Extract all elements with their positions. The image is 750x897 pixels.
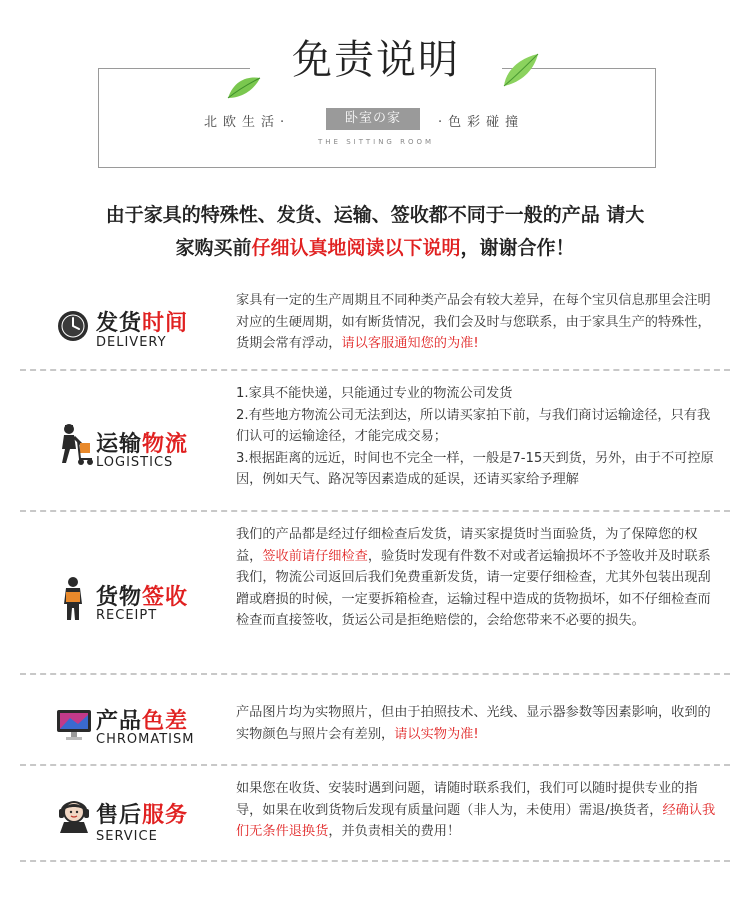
section-line-2: 2.有些地方物流公司无法到达，所以请买家拍下前，与我们商讨运输途径，只有我们认可的运输途径，才能完成交易； — [236, 407, 711, 445]
divider — [20, 510, 730, 512]
section-line-1: 1.家具不能快递，只能通过专业的物流公司发货 — [236, 386, 513, 401]
divider — [20, 673, 730, 675]
section-receipt — [40, 524, 720, 664]
section-title-main: 货物 — [96, 585, 143, 610]
section-title — [96, 306, 188, 337]
intro-line-2 — [30, 232, 720, 265]
section-body — [236, 290, 722, 355]
leaf-right-icon — [500, 52, 540, 88]
section-title-main: 运输 — [96, 432, 143, 457]
section-title — [96, 798, 188, 829]
section-title — [96, 427, 188, 458]
header-subtitle — [98, 108, 654, 130]
section-body-highlight: 请以实物为准! — [394, 726, 479, 742]
divider — [20, 369, 730, 371]
intro-line2-suffix: ，谢谢合作！ — [460, 237, 575, 259]
section-line-3: 3.根据距离的远近，时间也不完全一样，一般是7-15天到货，另外，由于不可控原因，例如天气、路况等因素造成的延误，还请买家给予理解 — [236, 450, 714, 488]
section-body-text: 产品图片均为实物照片，但由于拍照技术、光线、显示器参数等因素影响，收到的实物颜色与照片会有差别， — [236, 705, 711, 742]
section-delivery — [40, 290, 720, 360]
section-body-text-b: ，验货时发现有件数不对或者运输损坏不予签收并及时联系我们，物流公司返回后我们免费重新发货，请一定要仔细检查，尤其外包装出现刮蹭或磨损的时候，一定要拆箱检查，运输过程中造成的货物损坏，如不仔细检查而检查而直接签收，货运公司是拒绝赔偿的，会给您带来不必要的损失。 — [236, 548, 711, 629]
section-title-accent: 物流 — [142, 432, 189, 457]
section-body — [236, 702, 722, 745]
headset-agent-icon — [56, 794, 92, 834]
intro-line-1: 由于家具的特殊性、发货、运输、签收都不同于一般的产品 请大 — [105, 204, 645, 226]
section-body-suffix: ，并负责相关的费用！ — [328, 824, 461, 840]
section-service — [40, 778, 720, 848]
header-title-wrap — [250, 30, 502, 90]
divider — [20, 860, 730, 862]
section-body — [236, 524, 722, 632]
section-logistics — [40, 383, 720, 501]
intro-line2-highlight: 仔细认真地阅读以下说明 — [251, 237, 461, 259]
section-title-en: LOGISTICS — [96, 455, 174, 470]
section-title-main: 产品 — [96, 709, 143, 734]
leaf-left-icon — [226, 74, 262, 100]
intro-line2-prefix: 家购买前 — [175, 237, 252, 259]
section-title-en: DELIVERY — [96, 335, 167, 350]
section-title — [96, 704, 188, 735]
subtitle-english: THE SITTING ROOM — [318, 138, 434, 146]
intro-text — [30, 199, 720, 265]
section-body — [236, 383, 722, 491]
section-body-text: 如果您在收货、安装时遇到问题，请随时联系我们，我们可以随时提供专业的指导，如果在收到货物后发现有质量问题（非人为，未使用）需退/换货者， — [236, 781, 698, 818]
section-title — [96, 580, 188, 611]
subtitle-right: ·色彩碰撞 — [438, 115, 525, 130]
section-title-accent: 时间 — [142, 311, 189, 336]
section-body-text: 家具有一定的生产周期且不同种类产品会有较大差异，在每个宝贝信息那里会注明对应的生硬周期，如有断货情况，我们会及时与您联系，由于家具生产的特殊性，货期会常有浮动， — [236, 293, 711, 352]
section-title-main: 售后 — [96, 803, 143, 828]
section-title-accent: 服务 — [142, 803, 189, 828]
monitor-icon — [56, 708, 92, 742]
section-body-text-a: 我们的产品都是经过仔细检查后发货，请买家提货时当面验货，为了保障您的权益， — [236, 527, 698, 564]
section-body — [236, 778, 722, 843]
delivery-person-icon — [56, 423, 94, 467]
subtitle-left: 北欧生活· — [204, 115, 291, 130]
section-title-accent: 色差 — [142, 709, 189, 734]
section-title-accent: 签收 — [142, 585, 189, 610]
page-title: 免责说明 — [292, 37, 460, 83]
section-body-highlight: 签收前请仔细检查 — [262, 548, 368, 564]
section-title-en: RECEIPT — [96, 608, 158, 623]
subtitle-badge: 卧室の家 — [326, 108, 420, 130]
divider — [20, 764, 730, 766]
package-person-icon — [56, 576, 90, 622]
section-title-main: 发货 — [96, 311, 143, 336]
clock-icon — [56, 304, 90, 348]
section-body-highlight: 经确认我们无条件退换货 — [236, 802, 716, 840]
section-title-en: SERVICE — [96, 829, 158, 844]
section-title-en: CHROMATISM — [96, 732, 195, 747]
section-body-highlight: 请以客服通知您的为准! — [341, 336, 479, 352]
section-chromatism — [40, 702, 720, 750]
